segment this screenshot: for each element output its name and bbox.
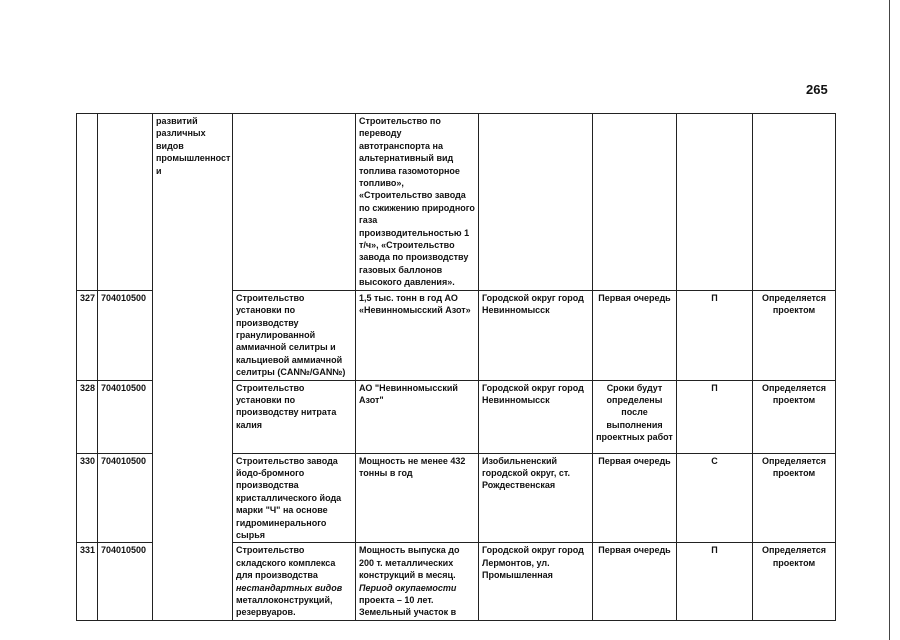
row-stage: Первая очередь bbox=[593, 453, 677, 543]
row-location: Городской округ город Невинномысск bbox=[479, 290, 593, 380]
row-cost: Определяется проектом bbox=[753, 380, 836, 453]
row-status: П bbox=[677, 380, 753, 453]
row-status bbox=[677, 114, 753, 291]
row-stage: Первая очередь bbox=[593, 290, 677, 380]
row-description: 1,5 тыс. тонн в год АО «Невинномысский Азот» bbox=[356, 290, 479, 380]
row-status: П bbox=[677, 543, 753, 620]
row-name: Строительство установки по производству нитрата калия bbox=[233, 380, 356, 453]
name-text: металлоконструкций, резервуаров. bbox=[236, 595, 333, 618]
row-status: С bbox=[677, 453, 753, 543]
row-number: 331 bbox=[77, 543, 98, 620]
row-stage: Первая очередь bbox=[593, 543, 677, 620]
row-cost: Определяется проектом bbox=[753, 453, 836, 543]
row-code: 704010500 bbox=[98, 290, 153, 380]
row-stage bbox=[593, 114, 677, 291]
description-text: проекта – 10 лет. Земельный участок в bbox=[359, 595, 457, 618]
row-name: Строительство установки по производству гранулированной аммиачной селитры и кальциевой аммиачной селитры (CAN№/GAN№) bbox=[233, 290, 356, 380]
row-description bbox=[356, 543, 479, 620]
row-group: развитий различных видов промышленност и bbox=[153, 114, 233, 621]
row-name: Строительство завода йодо-бромного производства кристаллического йода марки "Ч" на основе гидроминерального сырья bbox=[233, 453, 356, 543]
row-name bbox=[233, 543, 356, 620]
row-status: П bbox=[677, 290, 753, 380]
row-cost bbox=[753, 114, 836, 291]
projects-table bbox=[76, 113, 836, 621]
row-number: 327 bbox=[77, 290, 98, 380]
row-location: Городской округ город Лермонтов, ул. Промышленная bbox=[479, 543, 593, 620]
row-description: Строительство по переводу автотранспорта на альтернативный вид топлива газомоторное топливо», «Строительство завода по сжижению природного газа производительностью 1 т/ч», «Строительство завода по производству газовых баллонов высокого давления». bbox=[356, 114, 479, 291]
row-location: Городской округ город Невинномысск bbox=[479, 380, 593, 453]
row-name bbox=[233, 114, 356, 291]
page-edge-rule bbox=[889, 0, 890, 640]
row-location bbox=[479, 114, 593, 291]
name-text-italic: нестандартных видов bbox=[236, 582, 343, 593]
description-text-italic: Период окупаемости bbox=[359, 582, 457, 593]
row-description: АО "Невинномысский Азот" bbox=[356, 380, 479, 453]
description-text: Мощность выпуска до 200 т. металлических конструкций в месяц. bbox=[359, 545, 460, 581]
row-code: 704010500 bbox=[98, 453, 153, 543]
row-code: 704010500 bbox=[98, 380, 153, 453]
row-number: 328 bbox=[77, 380, 98, 453]
row-stage: Сроки будут определены после выполнения проектных работ bbox=[593, 380, 677, 453]
name-text: Строительство складского комплекса для производства bbox=[236, 545, 336, 581]
page-number: 265 bbox=[806, 82, 828, 97]
row-cost: Определяется проектом bbox=[753, 543, 836, 620]
row-code bbox=[98, 114, 153, 291]
row-number: 330 bbox=[77, 453, 98, 543]
row-number bbox=[77, 114, 98, 291]
row-description: Мощность не менее 432 тонны в год bbox=[356, 453, 479, 543]
row-cost: Определяется проектом bbox=[753, 290, 836, 380]
table-row bbox=[77, 114, 836, 291]
row-location: Изобильненский городской округ, ст. Рождественская bbox=[479, 453, 593, 543]
row-code: 704010500 bbox=[98, 543, 153, 620]
